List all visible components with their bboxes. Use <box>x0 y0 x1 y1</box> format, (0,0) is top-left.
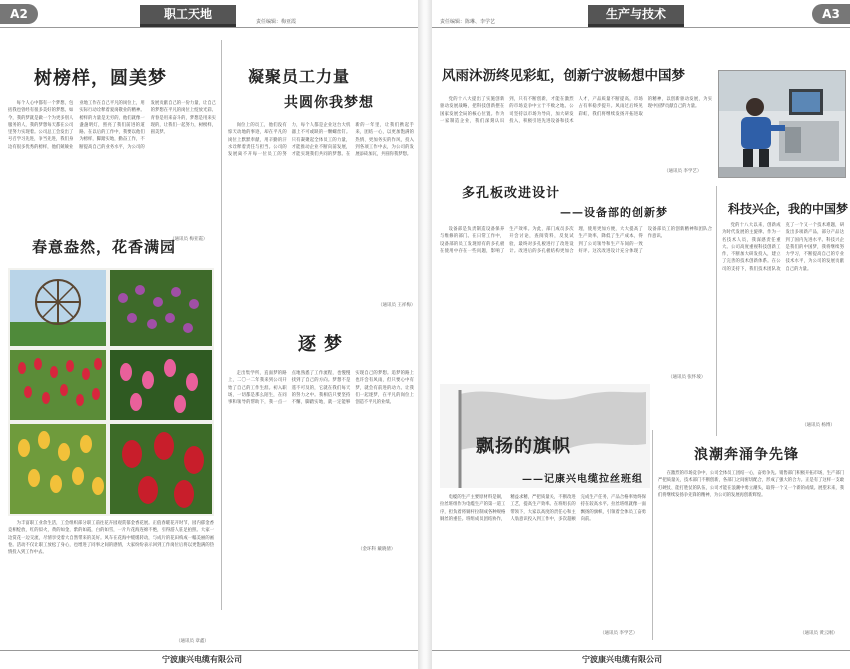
page-gutter <box>418 0 432 669</box>
headline-drill: 多孔板改进设计 <box>462 186 561 201</box>
article-body-storm: 党的十八大提出了实施创新驱动发展战略，把科技创新摆在国家发展全局的核心位置。作为一家制造企业，我们深刻认识到，只有不断创新，才能在激烈的市场竞争中立于不败之地。公司坚持以市场为导向，加大研发投入，积极引进先进设备和技术人才，产品质量不断提高，市场占有率稳步提升。风雨过后终见彩虹，我们将继续发扬开拓进取的精神，以创新驱动发展，为实现中国梦贡献自己的力量。 <box>440 97 712 124</box>
editor-line: 责任编辑：梅亚霞 <box>256 19 297 25</box>
column-rule <box>221 40 222 610</box>
tulip-collage <box>8 268 214 516</box>
headline-strength-line2: 共圆你我梦想 <box>284 95 374 111</box>
byline-flag: （通讯员 李学艺） <box>600 631 638 636</box>
page-number-badge: A2 <box>0 4 38 24</box>
footer-company: 宁波康兴电缆有限公司 <box>162 655 242 664</box>
headline-storm: 风雨沐沥终见彩虹，创新宁波畅想中国梦 <box>442 68 685 84</box>
byline-storm: （通讯员 李学艺） <box>664 169 702 174</box>
byline-drill: （通讯员 张怀坡） <box>668 375 706 380</box>
byline-spring: （通讯员 章鑫） <box>176 639 209 644</box>
technician-photo <box>718 70 846 178</box>
article-body-model: 每个人心中都有一个梦想，包括我也曾经有很多美好的梦想。如今，我的梦就是做一个为更多别人服务的人，我的梦想每天都在公司里努力实现着。公司总工会发出了号召学习先进，争当先进，我们身边有很多优秀的榜样，他们兢兢业业地工作在自己平凡的岗位上，用实际行动诠释着爱岗敬业的精神。榜样的力量是无穷的，他们就像一盏盏明灯，照亮了我们前进的道路。在以后的工作中，我要以他们为榜样，脚踏实地，勤奋工作，不断提高自己的业务水平，为公司的发展贡献自己的一份力量，让自己的梦想在平凡的岗位上绽放光彩。青春是用来奋斗的，梦想是用来实现的，让我们一起努力，树榜样，圆美梦。 <box>8 101 216 150</box>
byline-tech: （通讯员 杨博） <box>802 423 835 428</box>
technician-photo-image <box>719 71 845 177</box>
column-rule <box>716 186 717 436</box>
byline-strength: （通讯员 王祥梅） <box>378 303 416 308</box>
column-rule <box>652 430 653 640</box>
editor-line: 责任编辑：陈琳、李学艺 <box>440 19 496 25</box>
article-body-wave: 在激烈的市场竞争中，公司全体员工团结一心，奋勇争先。销售部门积极开拓市场，生产部门严把质量关，技术部门不断创新，各部门之间密切配合，形成了强大的合力。正是有了这样一支敢打硬仗、能打胜仗的队伍，公司才能在浪潮中勇立潮头，取得一个又一个新的成绩。展望未来，我们将继续发扬争先锋的精神，为公司的发展再创新辉煌。 <box>658 471 844 498</box>
article-body-tech: 党的十八大以来，创新成为时代发展的主旋律。作为一名技术人员，我深感责任重大。公司高度重视科技创新工作，不断加大研发投入，建立了完善的技术创新体系。在公司的支持下，我们技术团队攻克了一个又一个技术难题，研发出多项新产品，部分产品达到了国内先进水平。科技兴企是我们的中国梦，我将继续努力学习，不断提高自己的专业技术水平，为公司的发展贡献自己的力量。 <box>722 223 844 272</box>
headline-wave: 浪潮奔涌争先锋 <box>694 447 799 463</box>
footer-company: 宁波康兴电缆有限公司 <box>582 655 662 664</box>
headline-spring: 春意盎然，花香满园 <box>32 238 177 256</box>
right-page <box>432 0 850 669</box>
headline-strength-line1: 凝聚员工力量 <box>248 67 351 86</box>
article-body-chase: 走出集学所，直面梦的路上，二〇一二年我来到公司开始了自己的工作生涯。初入职场，一切都是那么陌生，在同事和领导的帮助下，我一点一点地熟悉了工作流程，也慢慢找到了自己的方向。梦想不是遥不可及的，它就在我们每天的努力之中。我相信只要坚持不懈，脚踏实地，就一定能够实现自己的梦想。追梦的路上也许会有风雨，但只要心中有梦，就会有前进的动力。让我们一起逐梦，在平凡的岗位上创造不平凡的业绩。 <box>228 371 414 406</box>
header-rule <box>432 27 850 28</box>
article-body-spring: 为丰富职工业余生活，工会组织部分职工前往花卉园观赏郁金香花展。正值春暖花开时节，园内郁金香竞相绽放，红的似火，黄的如金，紫的如霞，白的如雪，一片片花海连绵不绝，引得游人驻足拍照。大家一边赏花一边交流，尽情享受着大自然带来的美好。风车在花海中缓缓转动，与成片的花田构成一幅美丽的画卷。活动不仅让职工放松了身心，也增进了同事之间的感情，大家纷纷表示回到工作岗位后将以更饱满的热情投入到工作中去。 <box>8 521 214 556</box>
section-title: 生产与技术 <box>588 5 684 27</box>
subheadline-drill: ——设备部的创新梦 <box>560 206 668 219</box>
header-rule <box>0 27 418 28</box>
byline-wave: （通讯员 黄云刚） <box>800 631 838 636</box>
byline-chase: （金环科 戴晓倩） <box>358 547 396 552</box>
article-body-flag: 电缆的生产主要原材料是铜，拉丝班组作为电缆生产的第一道工序，担负着将铜杆拉制成各种规格铜丝的重任。班组成员团结协作，精益求精，严把质量关，不断改进工艺，提高生产效率。在班组长的带领下，大家以高度的责任心和主人翁意识投入到工作中，多次超额完成生产任务，产品合格率始终保持在较高水平。拉丝班组就像一面飘扬的旗帜，引领着全体员工奋勇向前。 <box>440 495 646 522</box>
headline-tech: 科技兴企，我的中国梦 <box>728 202 849 216</box>
headline-flag: 飘扬的旗帜 <box>476 436 571 457</box>
article-body-drill: 设备部是负责制造设备保养与维修的部门。在日常工作中，设备部的员工发现原有的多孔板在使用中存在一些问题，影响了生产效率。为此，部门成员多次开会讨论，查阅资料，反复试验，最终对多孔板进行了改进设计。改进后的多孔板结构更加合理，使用更加方便，大大提高了生产效率，降低了生产成本，得到了公司领导和生产车间的一致好评。这次改进设计充分体现了设备部员工的创新精神和团队合作意识。 <box>440 227 712 254</box>
section-title: 职工天地 <box>140 5 236 27</box>
byline-model: （通讯员 梅亚霞） <box>170 237 208 242</box>
article-body-strength: 岗位上的员工，他们没有惊天动地的事迹，却在平凡的岗位上默默奉献，用辛勤的汗水诠释着责任与担当。公司的发展离不开每一位员工的努力，每个人都是企业这台大机器上不可或缺的一颗螺丝钉。只有凝聚起全体员工的力量，才能推动企业不断向前发展，才能实现我们共同的梦想。在新的一年里，让我们携起手来，团结一心，以更加饱满的热情、更加务实的作风，投入到各项工作中去，为公司的发展添砖加瓦，共圆你我梦想。 <box>228 123 414 158</box>
headline-model: 树榜样，圆美梦 <box>34 68 167 89</box>
subheadline-flag: ——记康兴电缆拉丝班组 <box>522 474 643 485</box>
footer-rule <box>0 650 418 651</box>
tulip-collage-image <box>8 268 214 516</box>
headline-chase: 逐梦 <box>298 334 350 355</box>
footer-rule <box>432 650 850 651</box>
left-page <box>0 0 418 669</box>
page-number-badge: A3 <box>812 4 850 24</box>
